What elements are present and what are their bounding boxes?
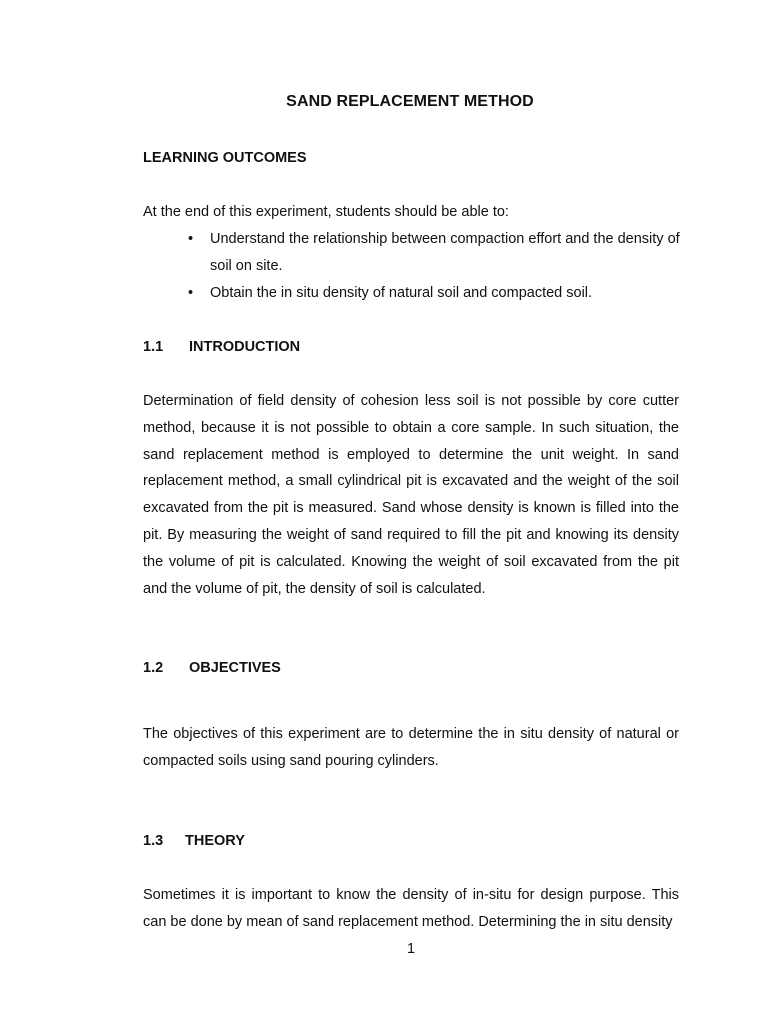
learning-outcomes-heading: LEARNING OUTCOMES — [143, 150, 307, 166]
objectives-paragraph: The objectives of this experiment are to determine the in situ density of natural or compacted soils using sand pouring cylinders. — [143, 726, 679, 769]
section-number: 1.1 — [143, 339, 164, 355]
section-title: OBJECTIVES — [189, 660, 281, 676]
learning-outcome-2: Obtain the in situ density of natural soil and compacted soil. — [210, 284, 593, 301]
theory-heading — [143, 833, 245, 849]
section-number: 1.2 — [143, 660, 164, 676]
page-number: 1 — [406, 941, 416, 957]
learning-outcomes-intro: At the end of this experiment, students should be able to: — [143, 204, 509, 220]
theory-paragraph: Sometimes it is important to know the density of in-situ for design purpose. This can be done by mean of sand replacement method. Determining the in situ density — [143, 887, 679, 930]
list-item — [188, 226, 680, 280]
objectives-heading — [143, 660, 281, 676]
section-title: THEORY — [185, 833, 245, 849]
introduction-heading — [143, 339, 300, 355]
learning-outcome-1: Understand the relationship between compaction effort and the density of soil on site. — [210, 231, 680, 274]
section-title: INTRODUCTION — [189, 339, 301, 355]
introduction-paragraph: Determination of field density of cohesion less soil is not possible by core cutter method, because it is not possible to obtain a core sample. In such situation, the sand replacement method is employed to determine the unit weight. In sand replacement method, a small cylindrical pit is excavated and the weight of the soil excavated from the pit is measured. Sand whose density is known is filled into the pit. By measuring the weight of sand required to fill the pit and knowing its density the volume of pit is calculated. Knowing the weight of soil excavated from the pit and the volume of pit, the density of soil is calculated. — [143, 393, 679, 597]
learning-outcomes-list — [188, 226, 680, 306]
section-number: 1.3 — [143, 833, 164, 849]
bullet-icon: • — [188, 231, 194, 247]
bullet-icon: • — [188, 284, 194, 301]
document-title: SAND REPLACEMENT METHOD — [286, 93, 534, 110]
list-item — [188, 280, 680, 307]
